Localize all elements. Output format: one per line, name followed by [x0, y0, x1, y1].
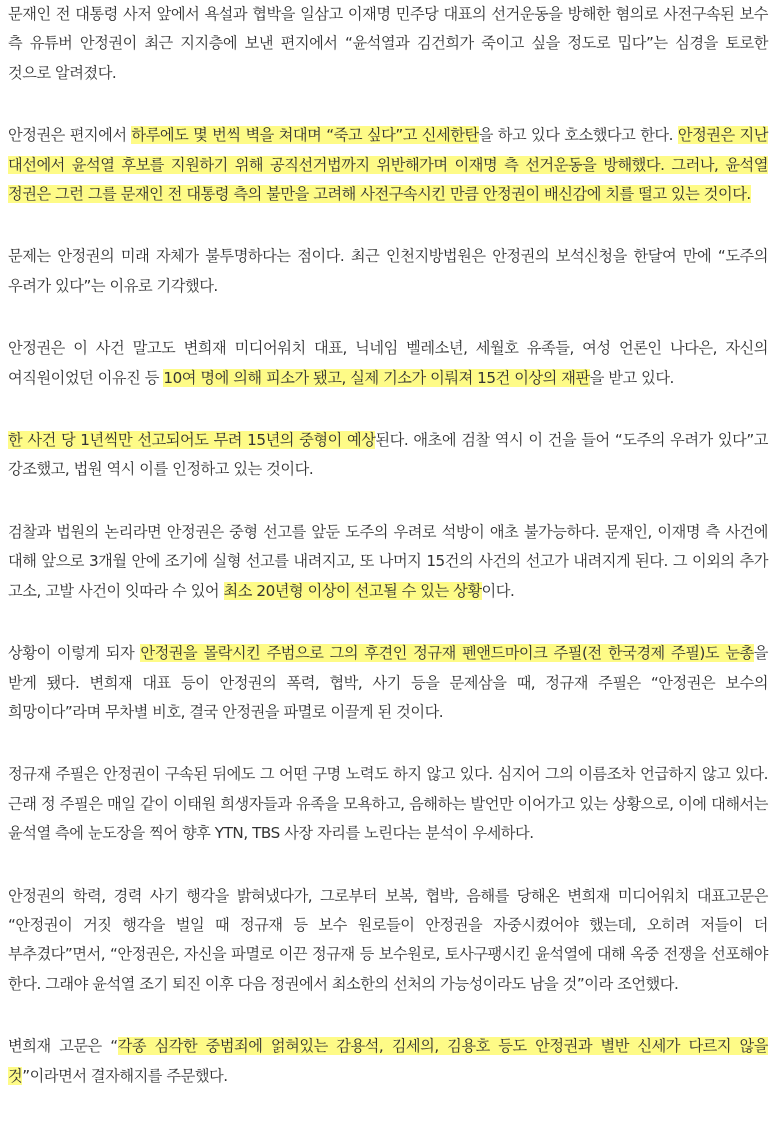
- text-segment: 정규재 주필은 안정권이 구속된 뒤에도 그 어떤 구명 노력도 하지 않고 있다. 심지어 그의 이름조차 언급하지 않고 있다. 근래 정 주필은 매일 같이 이태원 희생자들과 유족을 모욕하고, 음해하는 발언만 이어가고 있는 상황으로, 이에 대해서는 윤석열 측에 눈도장을 찍어 향후 YTN, TBS 사장 자리를 노린다는 분석이 우세하다.: [8, 765, 768, 843]
- text-segment: 된다. 애초에 검찰 역시 이 건을 들어 “도주의 우려가 있다”고 강조했고, 법원 역시 이를 인정하고 있는 것이다.: [8, 431, 768, 479]
- text-segment: 안정권의 학력, 경력 사기 행각을 밝혀냈다가, 그로부터 보복, 협박, 음해를 당해온 변희재 미디어워치 대표고문은 “안정권이 거짓 행각을 벌일 때 정규재 등 보수 원로들이 안정권을 자중시켰어야 했는데, 오히려 저들이 더 부추겼다”면서, “안정권은, 자신을 파멸로 이끈 정규재 등 보수원로, 토사구팽시킨 윤석열에 대해 옥중 전쟁을 선포해야 한다. 그래야 윤석열 조기 퇴진 이후 다음 정권에서 최소한의 선처의 가능성이라도 남을 것”이라 조언했다.: [8, 886, 768, 993]
- paragraph-1: [8, 0, 768, 88]
- paragraph-4: [8, 334, 768, 393]
- text-segment: 안정권은 편지에서: [8, 126, 132, 145]
- text-segment: 상황이 이렇게 되자: [8, 644, 141, 663]
- text-segment: 을 받고 있다.: [589, 368, 674, 387]
- highlighted-text: 한 사건 당 1년씩만 선고되어도 무려 15년의 중형이 예상: [8, 431, 376, 450]
- text-segment: 안정권은 이 사건 말고도 변희재 미디어워치 대표, 닉네임 벨레소년, 세월호 유족들, 여성 언론인 나다은, 자신의 여직원이었던 이유진 등: [8, 339, 768, 387]
- text-segment: 을 하고 있다 호소했다고 한다.: [478, 126, 678, 145]
- text-segment: 검찰과 법원의 논리라면 안정권은 중형 선고를 앞둔 도주의 우려로 석방이 애초 불가능하다. 문재인, 이재명 측 사건에 대해 앞으로 3개월 안에 조기에 실형 선고를 내려지고, 또 나머지 15건의 사건의 선고가 내려지게 된다. 그 이외의 추가 고소, 고발 사건이 잇따라 수 있어: [8, 522, 768, 600]
- highlighted-text: 10여 명에 의해 피소가 됐고, 실제 기소가 이뤄져 15건 이상의 재판: [163, 368, 590, 387]
- paragraph-2: [8, 121, 768, 209]
- highlighted-text: 안정권은 지난 대선에서 윤석열 후보를 지원하기 위해 공직선거법까지 위반해가며 이재명 측 선거운동을 방해했다. 그러나, 윤석열 정권은 그런 그를 문재인 전 대통령 측의 불만을 고려해 사전구속시킨 만큼 안정권이 배신감에 치를 떨고 있는 것이다.: [8, 126, 768, 204]
- paragraph-9: [8, 882, 768, 1000]
- paragraph-7: [8, 639, 768, 727]
- text-segment: 문제는 안정권의 미래 자체가 불투명하다는 점이다. 최근 인천지방법원은 안정권의 보석신청을 한달여 만에 “도주의 우려가 있다”는 이유로 기각했다.: [8, 247, 768, 295]
- highlighted-text: 하루에도 몇 번씩 벽을 쳐대며 “죽고 싶다”고 신세한탄: [131, 126, 479, 145]
- paragraph-10: [8, 1032, 768, 1091]
- highlighted-text: 안정권을 몰락시킨 주범으로 그의 후견인 정규재 펜앤드마이크 주필(전 한국경제 주필)도 눈총: [140, 644, 754, 663]
- text-segment: ”이라면서 결자해지를 주문했다.: [22, 1066, 228, 1085]
- paragraph-6: [8, 518, 768, 606]
- paragraph-5: [8, 426, 768, 485]
- text-segment: 을 받게 됐다. 변희재 대표 등이 안정권의 폭력, 협박, 사기 등을 문제삼을 때, 정규재 주필은 “안정권은 보수의 희망이다”라며 무차별 비호, 결국 안정권을 파멸로 이끌게 된 것이다.: [8, 644, 769, 721]
- paragraph-8: [8, 760, 768, 848]
- text-segment: 문재인 전 대통령 사저 앞에서 욕설과 협박을 일삼고 이재명 민주당 대표의 선거운동을 방해한 혐의로 사전구속된 보수 측 유튜버 안정권이 최근 지지층에 보낸 편지에서 “윤석열과 김건희가 죽이고 싶을 정도로 밉다”는 심경을 토로한 것으로 알려졌다.: [8, 5, 768, 82]
- paragraph-3: [8, 242, 768, 301]
- text-segment: 변희재 고문은 “: [8, 1037, 118, 1056]
- highlighted-text: 각종 심각한 중범죄에 얽혀있는 감용석, 김세의, 김용호 등도 안정권과 별반 신세가 다르지 않을 것: [8, 1037, 768, 1085]
- highlighted-text: 최소 20년형 이상이 선고될 수 있는 상황: [223, 581, 482, 600]
- text-segment: 이다.: [481, 581, 515, 600]
